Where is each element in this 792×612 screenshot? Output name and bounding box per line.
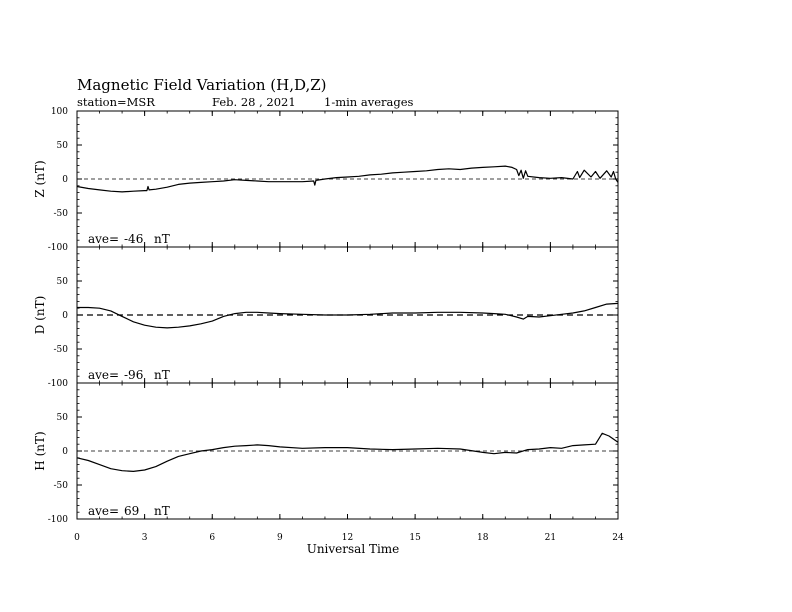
x-tick-label: 18 <box>477 533 489 543</box>
y-axis-label-z: Z (nT) <box>33 160 47 198</box>
plot-area <box>33 107 624 543</box>
x-tick-label: 15 <box>409 533 421 543</box>
y-tick-label-z: 100 <box>50 107 68 117</box>
y-tick-label-h: 50 <box>56 413 68 423</box>
ave-value-h: 69 <box>124 504 140 518</box>
y-tick-label-d: -100 <box>47 379 68 389</box>
y-tick-label-d: 0 <box>62 311 68 321</box>
ave-unit-h: nT <box>154 504 170 518</box>
averaging-label: 1-min averages <box>324 95 414 109</box>
x-tick-label: 3 <box>141 533 148 543</box>
chart-title: Magnetic Field Variation (H,D,Z) <box>77 76 327 94</box>
date-label: Feb. 28 , 2021 <box>212 95 296 109</box>
panel-frame-z <box>77 111 618 247</box>
x-tick-label: 21 <box>544 533 557 543</box>
series-line-z <box>77 166 618 192</box>
y-tick-label-h: 0 <box>62 447 68 457</box>
y-tick-label-z: -100 <box>47 243 68 253</box>
y-tick-label-z: 0 <box>62 175 68 185</box>
y-tick-label-h: -50 <box>53 481 68 491</box>
ave-unit-d: nT <box>154 368 170 382</box>
x-tick-label: 12 <box>341 533 354 543</box>
ave-label-h: ave= <box>88 504 120 518</box>
x-tick-label: 0 <box>74 533 80 543</box>
y-tick-label-d: 50 <box>56 277 68 287</box>
y-axis-label-h: H (nT) <box>33 431 47 471</box>
series-line-h <box>77 433 618 471</box>
x-tick-label: 6 <box>209 533 216 543</box>
ave-value-z: -46 <box>124 232 144 246</box>
x-tick-label: 9 <box>277 533 283 543</box>
ave-unit-z: nT <box>154 232 170 246</box>
y-axis-label-d: D (nT) <box>33 295 47 335</box>
y-tick-label-z: 50 <box>56 141 68 151</box>
x-axis-label: Universal Time <box>306 542 400 556</box>
ave-label-z: ave= <box>88 232 120 246</box>
x-tick-label: 24 <box>612 533 624 543</box>
y-tick-label-z: -50 <box>53 209 68 219</box>
station-label: station=MSR <box>77 95 155 109</box>
y-tick-label-d: -50 <box>53 345 68 355</box>
y-tick-label-h: -100 <box>47 515 68 525</box>
ave-value-d: -96 <box>124 368 144 382</box>
panel-frame-h <box>77 383 618 519</box>
ave-label-d: ave= <box>88 368 120 382</box>
